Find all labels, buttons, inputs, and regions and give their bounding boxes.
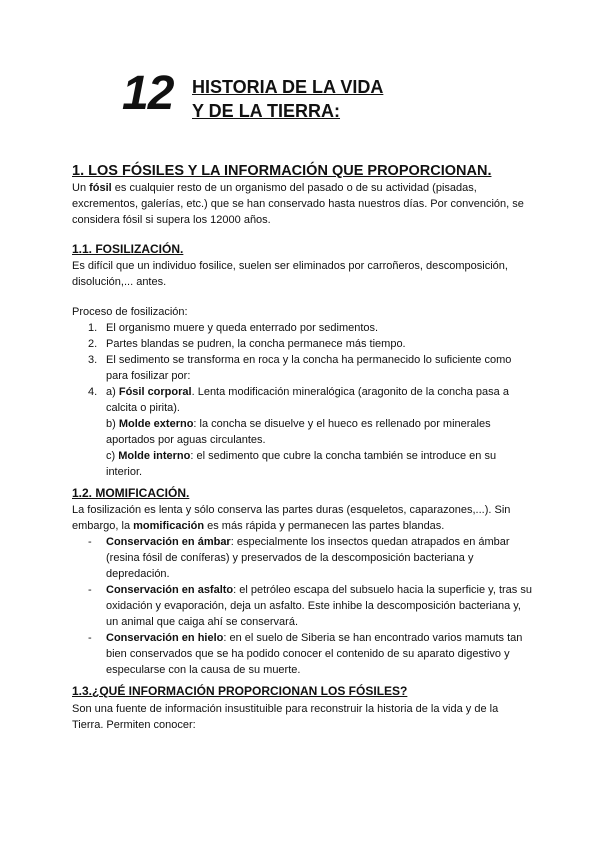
text-run: es más rápida y permanecen las partes blandas. xyxy=(204,520,445,532)
dash-bullet: - xyxy=(88,536,92,548)
text-run: b) xyxy=(106,418,119,430)
section-1-3-heading: 1.3.¿QUÉ INFORMACIÓN PROPORCIONAN LOS FÓSILES? xyxy=(72,684,408,698)
chapter-title-line-1: HISTORIA DE LA VIDA xyxy=(192,77,384,97)
text-run: es cualquier resto de un organismo del pasado o de su actividad (pisadas, excrementos, galerías, etc.) que se han conservado hasta nuestros días. Por convención, se considera fósil si supera los 12000 años. xyxy=(72,182,524,226)
dash-bullet: - xyxy=(88,632,92,644)
chapter-title xyxy=(192,75,383,123)
text-run: a) xyxy=(106,386,119,398)
preservation-list xyxy=(72,534,532,678)
term-bold: Molde externo xyxy=(118,418,194,430)
section-1-paragraph xyxy=(72,180,532,228)
dash-bullet: - xyxy=(88,584,92,596)
text-run: c) xyxy=(106,450,119,462)
section-1-1-intro: Es difícil que un individuo fosilice, suelen ser eliminados por carroñeros, descomposición, disolución,... antes. xyxy=(72,260,508,288)
fossil-type-a xyxy=(106,384,532,416)
text-run: : la concha se disuelve y el hueco es rellenado por minerales aportados por aguas circulantes. xyxy=(106,418,491,446)
fossil-type-b xyxy=(106,416,532,448)
list-item-text: El sedimento se transforma en roca y la concha ha permanecido lo suficiente como para fosilizar por: xyxy=(106,354,512,382)
text-run: : el sedimento que cubre la concha también se introduce en su interior. xyxy=(106,450,497,478)
list-item-text: El organismo muere y queda enterrado por sedimentos. xyxy=(106,322,379,334)
text-run: La fosilización es lenta y sólo conserva las partes duras (esqueletos, caparazones,...). Sin embargo, la xyxy=(72,504,511,532)
chapter-title-line-2: Y DE LA TIERRA: xyxy=(192,101,341,121)
list-number: 1. xyxy=(88,322,98,334)
fossilization-steps-list xyxy=(72,320,532,480)
list-number: 3. xyxy=(88,354,98,366)
list-item xyxy=(72,320,532,336)
fosil-term: fósil xyxy=(89,182,112,194)
list-item-text: : especialmente los insectos quedan atrapados en ámbar (resina fósil de coníferas) y preservados de la descomposición bacteriana y depredación. xyxy=(106,536,510,580)
list-item xyxy=(72,384,532,480)
list-item xyxy=(72,630,532,678)
chapter-number: 12 xyxy=(122,67,174,120)
list-item xyxy=(72,582,532,630)
term-bold: Molde interno xyxy=(118,450,191,462)
list-item xyxy=(72,352,532,384)
text-run: . Lenta modificación mineralógica (aragonito de la concha pasa a calcita o pirita). xyxy=(106,386,509,414)
list-item-text: : en el suelo de Siberia se han encontrado varios mamuts tan bien conservados que se ha podido conocer el contenido de su aparato digestivo y especularse con la causa de su muerte. xyxy=(106,632,523,676)
section-1-heading: 1. LOS FÓSILES Y LA INFORMACIÓN QUE PROPORCIONAN. xyxy=(72,163,492,179)
list-item-text: : el petróleo escapa del subsuelo hacia la superficie y, tras su oxidación y evaporación, deja un asfalto. Este inhibe la descomposición bacteriana y, un animal que caiga ahí se conservará. xyxy=(106,584,532,628)
term-bold: Conservación en asfalto xyxy=(106,584,234,596)
process-label: Proceso de fosilización: xyxy=(72,306,188,318)
list-item xyxy=(72,534,532,582)
fossil-type-c xyxy=(106,448,532,480)
section-1-2-heading: 1.2. MOMIFICACIÓN. xyxy=(72,486,190,500)
list-number: 2. xyxy=(88,338,98,350)
momificacion-term: momificación xyxy=(133,520,205,532)
list-item xyxy=(72,336,532,352)
term-bold: Conservación en hielo xyxy=(106,632,224,644)
section-1-1-heading: 1.1. FOSILIZACIÓN. xyxy=(72,242,184,256)
term-bold: Fósil corporal xyxy=(118,386,192,398)
list-number: 4. xyxy=(88,386,98,398)
list-item-text: Partes blandas se pudren, la concha permanece más tiempo. xyxy=(106,338,406,350)
section-1-2-paragraph xyxy=(72,502,532,534)
section-1-3-paragraph: Son una fuente de información insustituible para reconstruir la historia de la vida y de la Tierra. Permiten conocer: xyxy=(72,703,499,731)
text-run: Un xyxy=(72,182,90,194)
term-bold: Conservación en ámbar xyxy=(106,536,231,548)
